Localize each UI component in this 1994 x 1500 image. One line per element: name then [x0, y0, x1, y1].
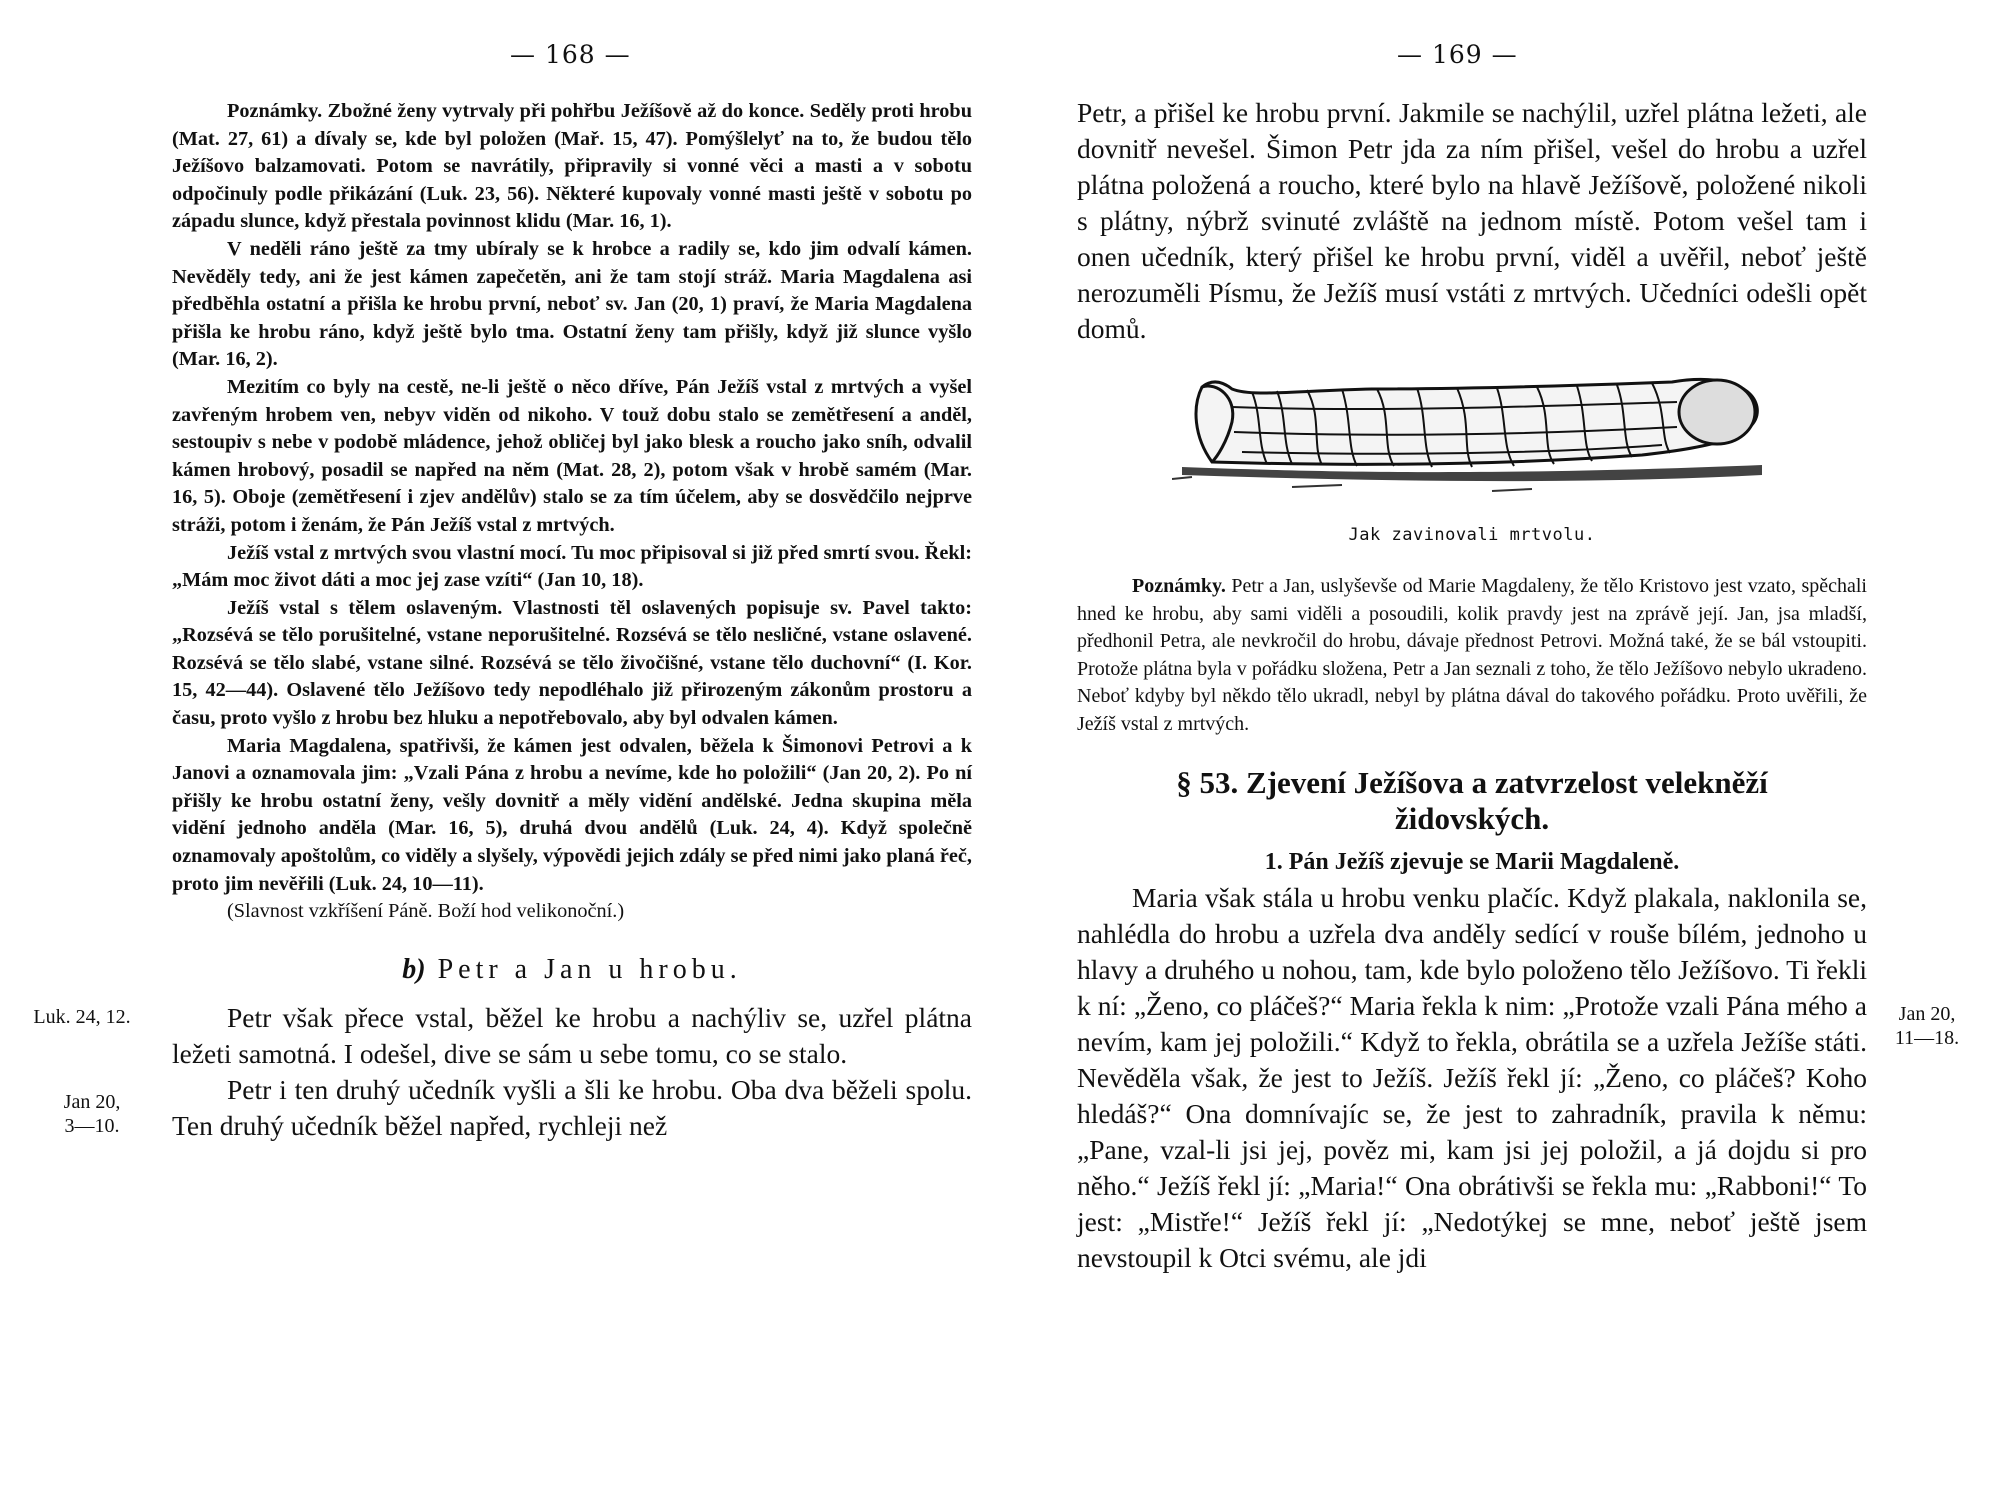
subheading-letter: b) [402, 953, 426, 985]
margin-reference: Luk. 24, 12. [33, 1006, 131, 1028]
body-paragraph: Petr, a přišel ke hrobu první. Jakmile se nachýlil, uzřel plátna ležeti, ale dovnitř nevešel. Šimon Petr jda za ním přišel, vešel do hrobu a uzřel plátna položená a roucho, které bylo na hlavě Ježíšově, položené nikoli s plátny, nýbrž svinuté zvláště na jednom místě. Potom vešel tam i onen učedník, který přišel ke hrobu první, viděl a uvěřil, neboť ještě nerozuměli Písmu, že Ježíš musí vstáti z mrtvých. Učedníci odešli opět domů. [1077, 97, 1867, 344]
body-paragraph: Maria však stála u hrobu venku plačíc. Když plakala, naklonila se, nahlédla do hrobu a uzřela dva anděly sedící v rouše bílém, jednoho u hlavy a druhého u nohou, tam, kde bylo položeno tělo Ježíšovo. Ti řekli k ní: „Ženo, co pláčeš?“ Maria řekla k nim: „Protože vzali Pána mého a nevím, kam jej položili.“ Když to řekla, obrátila se a uzřela Ježíše státi. Nevěděla však, že jest to Ježíš. Ježíš řekl jí: „Ženo, co pláčeš? Koho hledáš?“ Ona domnívajíc se, že jest to zahradník, pravila k němu: „Pane, vzal-li jsi jej, pověz mi, kam jsi jej položil, a já dojdu si pro něho.“ Ježíš řekl jí: „Maria!“ Ona obrátivši se řekla mu: „Rabboni!“ To jest: „Mistře!“ Ježíš řekl jí: „Nedotýkej se mne, neboť ještě jsem nevstoupil k Otci svému, ale jdi [1077, 881, 1867, 1273]
page-number-left: — 168 — [510, 40, 631, 69]
margin-reference [32, 1090, 152, 1138]
section-title-line: židovských. [1394, 800, 1550, 836]
body-paragraph: Petr i ten druhý učedník vyšli a šli ke hrobu. Oba dva běželi spolu. Ten druhý učedník běžel napřed, rychleji než [172, 1073, 972, 1141]
subheading-text: Petr a Jan u hrobu. [437, 953, 742, 985]
notes-text: Petr a Jan, uslyševše od Marie Magdaleny, že tělo Kristovo jest vzato, spěchali hned ke hrobu, aby sami viděli a posoudili, kolik pravdy jest na zprávě její. Jan, jsa mladší, předhonil Petra, ale nevkročil do hrobu, dávaje přednost Petrovi. Možná také, že se bál vstoupiti. Protože plátna byla v pořádku složena, Petr a Jan seznali z toho, že tělo Ježíšovo nebylo ukradeno. Neboť kdyby byl někdo tělo ukradl, nebyl by plátna dával do takového pořádku. Proto uvěřili, že Ježíš vstal z mrtvých. [1077, 575, 1867, 735]
notes-paragraph [1077, 573, 1867, 739]
notes-text: Zbožné ženy vytrvaly při pohřbu Ježíšově až do konce. Seděly proti hrobu (Mat. 27, 61) a dívaly se, kde byl položen (Mař. 15, 47). Pomýšlelyť na to, že budou tělo Ježíšovo balzamovati. Potom se navrátily, připravily si vonné věci a masti a v sobotu odpočinuly podle přikázání (Luk. 23, 56). Některé kupovaly vonné masti ještě v sobotu po západu slunce, když přestala povinnost klidu (Mar. 16, 1). [172, 100, 972, 233]
section-title-line: § 53. Zjevení Ježíšova a zatvrzelost velekněží [1176, 764, 1768, 800]
notes-paragraph: Mezitím co byly na cestě, ne-li ještě o něco dříve, Pán Ježíš vstal z mrtvých a vyšel zavřeným hrobem ven, nebyv viděn od nikoho. V touž dobu stalo se zemětřesení a anděl, sestoupiv s nebe v podobě mládence, jehož obličej byl jako blesk a roucho jako sníh, odvalil kámen hrobový, posadil se napřed na něm (Mat. 28, 2), potom však v hrobě samém (Mar. 16, 5). Oboje (zemětřesení i zjev andělův) stalo se za tím účelem, aby se dosvědčilo nejprve stráži, potom i ženám, že Pán Ježíš vstal z mrtvých. [172, 375, 972, 536]
margin-reference-line: Jan 20, [1898, 1003, 1956, 1025]
figure [1077, 367, 1867, 545]
page-number-right: — 169 — [1397, 40, 1518, 69]
notes-paragraph: Ježíš vstal z mrtvých svou vlastní mocí. Tu moc připisoval si již před smrtí svou. Řekl: „Mám moc život dáti a moc jej zase vzíti“ (Jan 10, 18). [172, 541, 972, 592]
notes-label: Poznámky. [227, 100, 323, 122]
figure-caption: Jak zavinovali mrtvolu. [1348, 525, 1596, 545]
margin-reference [1867, 1002, 1987, 1050]
body-paragraph: Petr však přece vstal, běžel ke hrobu a nachýliv se, uzřel plátna ležeti samotná. I odešel, dive se sám u sebe tomu, co se stalo. [172, 1001, 972, 1069]
notes-label: Poznámky. [1132, 575, 1226, 597]
right-column [1077, 95, 1867, 1276]
notes-paragraph: Maria Magdalena, spatřivši, že kámen jest odvalen, běžela k Šimonovi Petrovi a k Janovi a oznamovala jim: „Vzali Pána z hrobu a nevíme, kde ho položili“ (Jan 20, 2). Po ní přišly ke hrobu ostatní ženy, vešly dovnitř a měly vidění andělské. Jedna skupina měla vidění jednoho anděla (Mar. 16, 5), druhá dvou andělů (Luk. 24, 4). Když společně oznamovaly apoštolům, co viděly a slyšely, výpovědi jejich zdály se před nimi jako planá řeč, proto jim nevěřili (Luk. 24, 10—11). [172, 734, 972, 895]
section-title [1077, 765, 1867, 837]
margin-reference-line: Jan 20, [63, 1091, 121, 1113]
subsection-title: 1. Pán Ježíš zjevuje se Marii Magdaleně. [1264, 848, 1680, 875]
margin-reference-line: 3—10. [64, 1115, 120, 1137]
right-page [997, 0, 1994, 1500]
notes-paragraph: Ježíš vstal s tělem oslaveným. Vlastnosti těl oslavených popisuje sv. Pavel takto: „Rozsévá se tělo porušitelné, vstane neporušitelné. Rozsévá se tělo nesličné, vstane oslavené. Rozsévá se tělo slabé, vstane silné. Rozsévá se tělo živočišné, vstane tělo duchovní“ (I. Kor. 15, 42—44). Oslavené tělo Ježíšovo tedy nepodléhalo již přirozeným zákonům prostoru a času, proto vyšlo z hrobu bez hluku a nepotřebovalo, aby byl odvalen kámen. [172, 596, 972, 730]
left-column [172, 98, 972, 1144]
margin-reference-line: 11—18. [1894, 1027, 1960, 1049]
notes-feast-line: (Slavnost vzkříšení Páně. Boží hod velikonoční.) [227, 900, 625, 923]
subheading-b [172, 954, 972, 986]
notes-paragraph [172, 98, 972, 236]
notes-paragraph: V neděli ráno ještě za tmy ubíraly se k hrobce a radily se, kdo jim odvalí kámen. Nevěděly tedy, ani že jest kámen zapečetěn, ani že tam stojí stráž. Maria Magdalena asi předběhla ostatní a přišla ke hrobu první, neboť sv. Jan (20, 1) praví, že Maria Magdalena přišla ke hrobu ráno, když ještě bylo tma. Ostatní ženy tam přišly, když již slunce vyšlo (Mar. 16, 2). [172, 237, 972, 371]
wrapped-body-illustration [1172, 367, 1772, 507]
